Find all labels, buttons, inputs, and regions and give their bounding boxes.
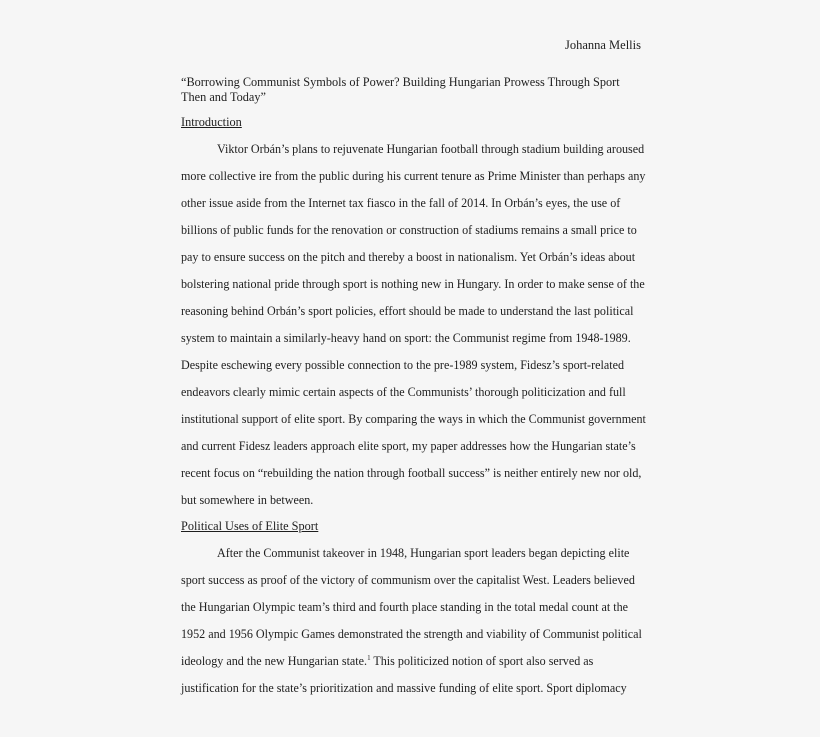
section-heading-political-uses: Political Uses of Elite Sport xyxy=(181,519,319,533)
paragraph-line: billions of public funds for the renovation or construction of stadiums remains a small price to xyxy=(181,223,637,237)
paragraph-line: and current Fidesz leaders approach elite sport, my paper addresses how the Hungarian state’s xyxy=(181,439,636,453)
author-name: Johanna Mellis xyxy=(564,38,641,52)
paragraph-line: system to maintain a similarly-heavy hand on sport: the Communist regime from 1948-1989. xyxy=(181,331,631,345)
paragraph-line: more collective ire from the public during his current tenure as Prime Minister than perhaps any xyxy=(181,169,646,183)
footnote-marker[interactable]: 1 xyxy=(367,653,371,662)
paragraph-line: pay to ensure success on the pitch and thereby a boost in nationalism. Yet Orbán’s ideas about xyxy=(181,250,636,264)
paragraph-line: institutional support of elite sport. By comparing the ways in which the Communist government xyxy=(181,412,646,426)
line-text-tail: This politicized notion of sport also served as xyxy=(370,654,594,668)
paragraph-line: endeavors clearly mimic certain aspects of the Communists’ thorough politicization and full xyxy=(181,385,626,399)
paragraph-line: sport success as proof of the victory of communism over the capitalist West. Leaders believed xyxy=(181,573,635,587)
paragraph-line: Despite eschewing every possible connection to the pre-1989 system, Fidesz’s sport-related xyxy=(181,358,624,372)
paragraph-line: other issue aside from the Internet tax fiasco in the fall of 2014. In Orbán’s eyes, the use of xyxy=(181,196,621,210)
paragraph-line: After the Communist takeover in 1948, Hungarian sport leaders began depicting elite xyxy=(217,546,630,560)
line-text: ideology and the new Hungarian state. xyxy=(181,654,368,668)
paragraph-line: Viktor Orbán’s plans to rejuvenate Hungarian football through stadium building aroused xyxy=(217,142,645,156)
paragraph-line: bolstering national pride through sport is nothing new in Hungary. In order to make sense of the xyxy=(181,277,645,291)
paragraph-line: justification for the state’s prioritization and massive funding of elite sport. Sport diplomacy xyxy=(181,681,627,695)
paragraph-line: recent focus on “rebuilding the nation through football success” is neither entirely new nor old, xyxy=(181,466,642,480)
paragraph-line: the Hungarian Olympic team’s third and fourth place standing in the total medal count at the xyxy=(181,600,629,614)
paragraph-line: reasoning behind Orbán’s sport policies, effort should be made to understand the last political xyxy=(181,304,634,318)
paragraph-line: but somewhere in between. xyxy=(181,493,314,507)
section-heading-introduction: Introduction xyxy=(181,115,242,129)
paragraph-line: 1952 and 1956 Olympic Games demonstrated the strength and viability of Communist political xyxy=(181,627,642,641)
paper-title: “Borrowing Communist Symbols of Power? Building Hungarian Prowess Through Sport Then and Today” xyxy=(181,75,620,104)
paragraph-line xyxy=(181,654,593,669)
